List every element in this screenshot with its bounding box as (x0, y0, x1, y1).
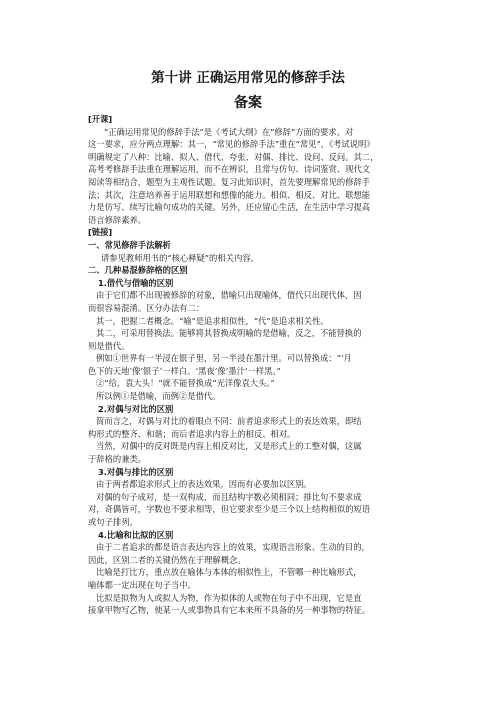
section-heading: [链接] (88, 227, 113, 238)
body-line: 其二，可采用替换法。能够将其替换成明喻的是借喻，反之，不能替换的 (96, 328, 362, 339)
body-line: 对偶的句子成对，是一双构成，而且结构字数必须相同；排比句不要求成 (96, 491, 362, 502)
body-line: 则是借代。 (88, 340, 130, 351)
body-line: “正确运用常见的修辞手法”是《考试大纲》在“修辞”方面的要求。对 (104, 126, 354, 137)
subsection-heading: 4.比喻和比拟的区别 (98, 529, 174, 540)
body-line: ②“给，袁大头！”就不能替换成“光洋像袁大头。” (96, 378, 275, 389)
body-line: 由于它们都不出现被修辞的对象，借喻只出现喻体，借代只出现代体，因 (96, 290, 362, 301)
body-line: 例如①世界有一半浸在银子里，另一半浸在墨汁里。可以替换成：“‘月 (96, 353, 352, 364)
body-line: 对，奇偶皆可，字数也不要求相等，但它要求至少是三个以上结构相似的短语 (88, 504, 371, 515)
body-line: 高考考修辞手法重在理解运用，而不在辨识，且常与仿句、诗词鉴赏、现代文 (88, 164, 371, 175)
body-line: 因此，区别二者的关键仍然在于理解概念。 (88, 554, 246, 565)
body-line: 其一，把握二者概念。“喻”是追求相似性，“代”是追求相关性。 (96, 315, 329, 326)
body-line: 喻体都一定出现在句子当中。 (88, 579, 196, 590)
body-line: 由于二者追求的都是语言表达内容上的效果，实现语言形象、生动的目的， (96, 542, 370, 553)
body-line: 由于两者都追求形式上的表达效果，因而有必要加以区别。 (96, 479, 312, 490)
section-heading: 一、常见修辞手法解析 (88, 239, 171, 250)
body-line: 请参见教师用书的“核心释疑”的相关内容。 (101, 252, 259, 263)
body-line: 这一要求，应分两点理解：其一，“常见的修辞手法”重在“常见”，《考试说明》 (88, 139, 375, 150)
body-line: 明确规定了八种：比喻、拟人、借代、夸张、对偶、排比、设问、反问。其二， (88, 151, 379, 162)
body-line: 比拟是拟物为人或拟人为物，作为拟体的人或物在句子中不出现，它是直 (96, 592, 362, 603)
body-line: 法；其次，注意培养善于运用联想和想像的能力。相似、相反、对比、联想能 (88, 189, 371, 200)
section-heading: 二、几种易混修辞格的区别 (88, 265, 188, 276)
body-line: 简而言之，对偶与对比的着眼点不同：前者追求形式上的表达效果，即结 (96, 416, 362, 427)
section-heading: [开课] (88, 114, 113, 124)
body-line: 力是仿写、续写比喻句成功的关键。另外，还应留心生活，在生活中学习提高 (88, 202, 371, 213)
body-line: 而很容易混淆。区分办法有二： (88, 302, 205, 313)
body-line: 于辞格的兼类。 (88, 454, 147, 465)
body-line: 比喻是打比方，重点放在喻体与本体的相似性上，不管哪一种比喻形式， (96, 567, 362, 578)
body-line: 接拿甲物写乙物，使某一人或事物具有它本来所不具备的另一种事物的特征。 (88, 605, 371, 616)
body-line: 当然，对偶中的反对既是内容上相反对比，又是形式上的工整对偶，这属 (96, 441, 362, 452)
document-body (88, 113, 408, 617)
body-line: 色下的天地’像‘银子’一样白。‘黑夜’像‘墨汁’一样黑。” (88, 365, 281, 376)
subsection-heading: 1.借代与借喻的区别 (98, 277, 174, 288)
subsection-heading: 3.对偶与排比的区别 (98, 466, 174, 477)
body-line: 构形式的整齐、和谐；而后者追求内容上的相反、相对。 (88, 428, 296, 439)
body-line: 或句子排列。 (88, 517, 138, 527)
body-line: 阅读等相结合，题型为主观性试题。复习此知识时，首先要理解常见的修辞手 (88, 176, 371, 187)
body-line: 所以例①是借喻，而例②是借代。 (96, 391, 221, 402)
document-subtitle: 备案 (234, 95, 262, 111)
subsection-heading: 2.对偶与对比的区别 (98, 403, 174, 414)
document-title: 第十讲 正确运用常见的修辞手法 (151, 70, 345, 86)
body-line: 语言修辞素养。 (88, 214, 147, 225)
